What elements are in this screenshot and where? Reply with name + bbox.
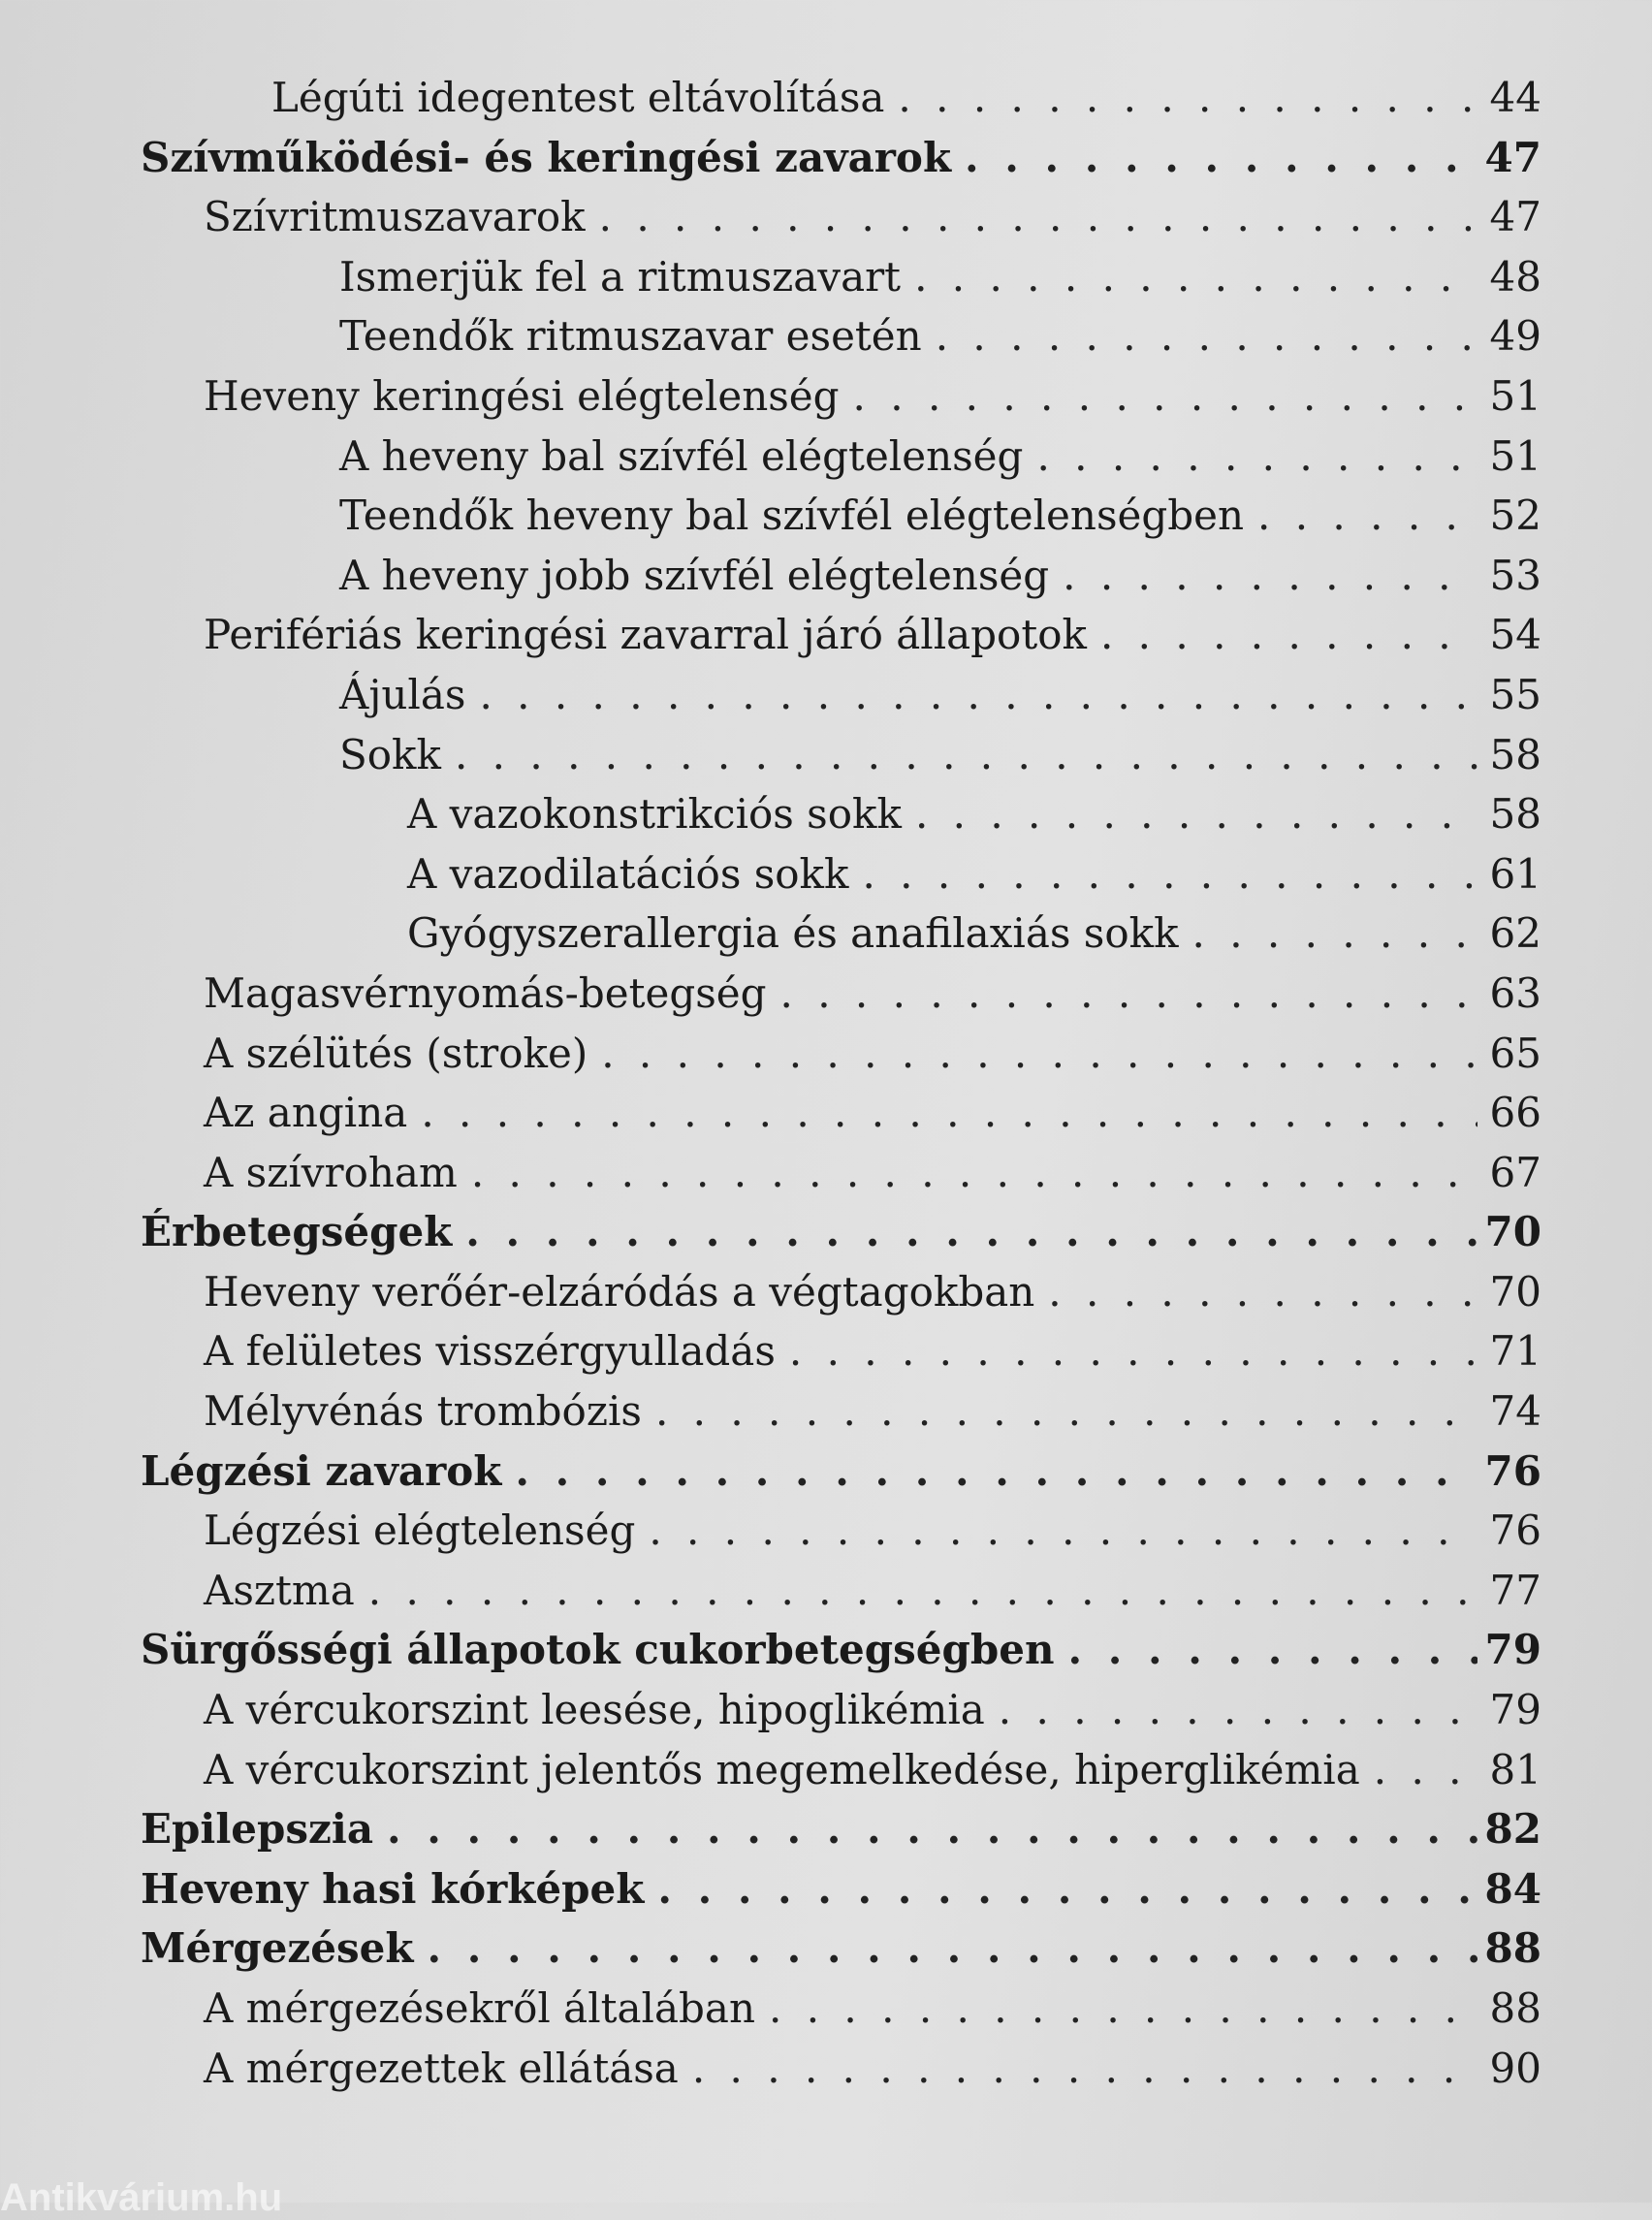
dot-leader bbox=[862, 844, 1477, 904]
toc-entry bbox=[126, 486, 1541, 546]
toc-entry-page-number: 76 bbox=[1484, 1446, 1541, 1495]
dot-leader bbox=[657, 1859, 1477, 1919]
toc-entry bbox=[126, 665, 1541, 725]
toc-entry-page-number: 81 bbox=[1489, 1745, 1541, 1793]
toc-entry-title: Perifériás keringési zavarral járó állapotok bbox=[204, 611, 1087, 659]
toc-entry bbox=[126, 306, 1541, 366]
dot-leader bbox=[789, 1321, 1477, 1381]
toc-entry-title: Légúti idegentest eltávolítása bbox=[271, 74, 885, 121]
toc-entry bbox=[126, 427, 1541, 487]
toc-entry bbox=[126, 1024, 1541, 1084]
dot-leader bbox=[1100, 605, 1477, 665]
toc-entry-title: A vazokonstrikciós sokk bbox=[407, 790, 902, 839]
dot-leader bbox=[599, 187, 1477, 247]
toc-entry bbox=[126, 1442, 1541, 1502]
toc-entry bbox=[126, 1919, 1541, 1979]
toc-entry-page-number: 51 bbox=[1489, 371, 1541, 420]
dot-leader bbox=[914, 247, 1477, 307]
dot-leader bbox=[915, 784, 1477, 844]
toc-entry-title: Teendők heveny bal szívfél elégtelenségben bbox=[339, 492, 1245, 540]
toc-entry-title: Ismerjük fel a ritmuszavart bbox=[339, 252, 902, 301]
toc-entry-page-number: 88 bbox=[1484, 1924, 1541, 1973]
dot-leader bbox=[853, 366, 1477, 427]
toc-entry-title: Teendők ritmuszavar esetén bbox=[339, 312, 922, 361]
toc-entry-page-number: 49 bbox=[1489, 312, 1541, 361]
toc-entry-page-number: 44 bbox=[1489, 74, 1541, 121]
dot-leader bbox=[965, 128, 1477, 188]
toc-entry-title: A vércukorszint leesése, hipoglikémia bbox=[204, 1686, 985, 1734]
dot-leader bbox=[368, 1561, 1477, 1621]
toc-entry bbox=[126, 1501, 1541, 1561]
toc-entry-title: A mérgezésekről általában bbox=[204, 1984, 756, 2032]
dot-leader bbox=[1048, 1262, 1477, 1322]
toc-entry-page-number: 90 bbox=[1489, 2044, 1541, 2092]
toc-entry-title: Epilepszia bbox=[141, 1805, 374, 1854]
toc-entry-page-number: 74 bbox=[1489, 1387, 1541, 1436]
toc-entry-title: Ájulás bbox=[339, 670, 466, 718]
dot-leader bbox=[780, 964, 1477, 1024]
dot-leader bbox=[387, 1799, 1477, 1859]
dot-leader bbox=[479, 665, 1477, 725]
toc-entry bbox=[126, 1680, 1541, 1740]
toc-entry-title: A szívroham bbox=[204, 1148, 458, 1196]
toc-entry bbox=[126, 1381, 1541, 1442]
toc-entry-page-number: 76 bbox=[1489, 1506, 1541, 1555]
dot-leader bbox=[999, 1680, 1477, 1740]
toc-entry-title: Mélyvénás trombózis bbox=[204, 1387, 642, 1436]
dot-leader bbox=[1036, 427, 1477, 487]
toc-entry-page-number: 70 bbox=[1484, 1208, 1541, 1256]
toc-entry-page-number: 67 bbox=[1489, 1148, 1541, 1196]
toc-entry-title: Magasvérnyomás-betegség bbox=[204, 968, 767, 1017]
toc-entry-page-number: 52 bbox=[1489, 492, 1541, 540]
toc-entry bbox=[126, 546, 1541, 606]
toc-entry-page-number: 47 bbox=[1489, 193, 1541, 241]
toc-entry-title: A szélütés (stroke) bbox=[204, 1029, 588, 1077]
toc-entry-page-number: 53 bbox=[1489, 551, 1541, 599]
toc-entry-title: Szívritmuszavarok bbox=[204, 193, 586, 241]
dot-leader bbox=[898, 68, 1477, 128]
toc-entry-page-number: 84 bbox=[1484, 1864, 1541, 1913]
toc-entry-title: Heveny keringési elégtelenség bbox=[204, 371, 840, 420]
toc-entry-title: Sürgősségi állapotok cukorbetegségben bbox=[141, 1626, 1055, 1674]
toc-entry-title: Szívműködési- és keringési zavarok bbox=[141, 133, 952, 181]
toc-entry bbox=[126, 844, 1541, 904]
dot-leader bbox=[471, 1143, 1477, 1203]
toc-entry-title: Mérgezések bbox=[141, 1924, 414, 1973]
dot-leader bbox=[427, 1919, 1477, 1979]
toc-entry-title: A vazodilatációs sokk bbox=[407, 849, 849, 898]
dot-leader bbox=[421, 1083, 1477, 1143]
toc-entry bbox=[126, 784, 1541, 844]
toc-entry-page-number: 58 bbox=[1489, 790, 1541, 839]
toc-entry-page-number: 70 bbox=[1489, 1267, 1541, 1316]
toc-entry-page-number: 63 bbox=[1489, 968, 1541, 1017]
toc-entry bbox=[126, 1620, 1541, 1680]
toc-entry-page-number: 61 bbox=[1489, 849, 1541, 898]
toc-entry-page-number: 88 bbox=[1489, 1984, 1541, 2032]
dot-leader bbox=[601, 1024, 1477, 1084]
dot-leader bbox=[936, 306, 1477, 366]
toc-entry bbox=[126, 128, 1541, 188]
toc-entry bbox=[126, 2039, 1541, 2099]
toc-entry-title: Heveny hasi kórképek bbox=[141, 1864, 645, 1913]
toc-entry-page-number: 82 bbox=[1484, 1805, 1541, 1854]
toc-entry-title: Légzési zavarok bbox=[141, 1446, 502, 1495]
toc-entry bbox=[126, 605, 1541, 665]
toc-entry bbox=[126, 904, 1541, 964]
dot-leader bbox=[1063, 546, 1477, 606]
toc-entry bbox=[126, 1321, 1541, 1381]
dot-leader bbox=[1067, 1620, 1477, 1680]
toc-entry bbox=[126, 1979, 1541, 2039]
toc-entry bbox=[126, 1799, 1541, 1859]
toc-entry-title: Az angina bbox=[204, 1089, 408, 1137]
toc-entry-title: Heveny verőér-elzáródás a végtagokban bbox=[204, 1267, 1035, 1316]
toc-entry-title: A vércukorszint jelentős megemelkedése, hiperglikémia bbox=[204, 1745, 1360, 1793]
toc-entry-title: A heveny jobb szívfél elégtelenség bbox=[339, 551, 1050, 599]
dot-leader bbox=[455, 725, 1477, 785]
toc-entry-title: A heveny bal szívfél elégtelenség bbox=[339, 431, 1024, 480]
table-of-contents bbox=[126, 68, 1541, 2098]
toc-entry bbox=[126, 1083, 1541, 1143]
toc-entry-title: Sokk bbox=[339, 730, 441, 778]
toc-entry-page-number: 58 bbox=[1489, 730, 1541, 778]
toc-entry bbox=[126, 1202, 1541, 1262]
toc-entry bbox=[126, 725, 1541, 785]
toc-entry-page-number: 47 bbox=[1484, 133, 1541, 181]
dot-leader bbox=[1192, 904, 1477, 964]
toc-entry bbox=[126, 247, 1541, 307]
toc-entry-page-number: 51 bbox=[1489, 431, 1541, 480]
toc-entry-title: Asztma bbox=[204, 1566, 355, 1614]
toc-entry-page-number: 65 bbox=[1489, 1029, 1541, 1077]
toc-entry bbox=[126, 1740, 1541, 1800]
toc-entry-page-number: 79 bbox=[1484, 1626, 1541, 1674]
dot-leader bbox=[655, 1381, 1477, 1442]
toc-entry-page-number: 71 bbox=[1489, 1327, 1541, 1376]
toc-entry bbox=[126, 1143, 1541, 1203]
dot-leader bbox=[692, 2039, 1477, 2099]
toc-entry bbox=[126, 964, 1541, 1024]
toc-entry-page-number: 48 bbox=[1489, 252, 1541, 301]
dot-leader bbox=[515, 1442, 1477, 1502]
toc-entry bbox=[126, 1262, 1541, 1322]
watermark: Antikvárium.hu bbox=[0, 2176, 283, 2219]
toc-entry-page-number: 77 bbox=[1489, 1566, 1541, 1614]
toc-entry-page-number: 54 bbox=[1489, 611, 1541, 659]
toc-entry-title: Légzési elégtelenség bbox=[204, 1506, 636, 1555]
toc-entry-title: A felületes visszérgyulladás bbox=[204, 1327, 776, 1376]
dot-leader bbox=[1257, 486, 1477, 546]
dot-leader bbox=[465, 1202, 1477, 1262]
toc-entry-page-number: 62 bbox=[1489, 909, 1541, 958]
dot-leader bbox=[769, 1979, 1477, 2039]
toc-entry-title: Gyógyszerallergia és anafilaxiás sokk bbox=[407, 909, 1179, 958]
dot-leader bbox=[1374, 1740, 1477, 1800]
toc-entry-title: A mérgezettek ellátása bbox=[204, 2044, 679, 2092]
toc-entry-page-number: 66 bbox=[1489, 1089, 1541, 1137]
toc-entry bbox=[126, 68, 1541, 128]
toc-entry bbox=[126, 1859, 1541, 1919]
toc-entry-page-number: 55 bbox=[1489, 670, 1541, 718]
toc-entry bbox=[126, 187, 1541, 247]
dot-leader bbox=[649, 1501, 1477, 1561]
toc-entry-title: Érbetegségek bbox=[141, 1208, 453, 1256]
toc-entry bbox=[126, 1561, 1541, 1621]
toc-entry bbox=[126, 366, 1541, 427]
toc-entry-page-number: 79 bbox=[1489, 1686, 1541, 1734]
